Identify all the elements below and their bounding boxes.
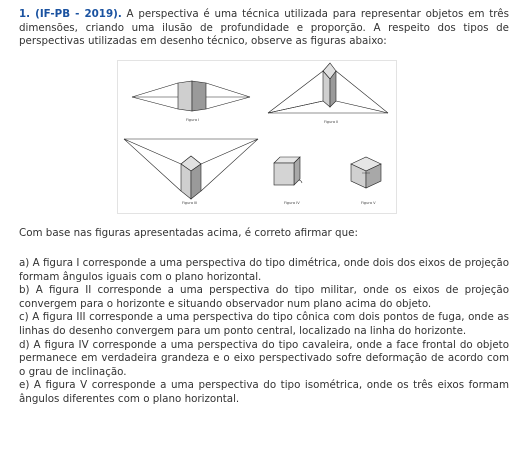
- question-id: 1. (IF-PB - 2019).: [19, 8, 122, 20]
- figure-4: [274, 157, 302, 185]
- caption-figura-5: Figura V: [361, 201, 376, 205]
- caption-figura-4: Figura IV: [284, 201, 300, 205]
- figure-5: [351, 157, 381, 188]
- caption-figura-2: Figura II: [324, 120, 339, 124]
- caption-figura-1: Figura I: [186, 118, 200, 122]
- option-b[interactable]: b) A figura II corresponde a uma perspectiva do tipo militar, onde os eixos de projeção convergem para o horizonte e situando observador num plano acima do objeto.: [19, 284, 509, 310]
- option-e[interactable]: e) A figura V corresponde a uma perspectiva do tipo isométrica, onde os três eixos formam ângulos diferentes com o plano horizontal.: [19, 379, 509, 405]
- figures-panel: [117, 60, 397, 214]
- figure-2: [268, 63, 388, 113]
- question-prompt: Com base nas figuras apresentadas acima, é correto afirmar que:: [19, 227, 358, 239]
- option-c[interactable]: c) A figura III corresponde a uma perspectiva do tipo cônica com dois pontos de fuga, onde as linhas do desenho convergem para um ponto central, localizado na linha do horizonte.: [19, 311, 509, 337]
- figure-1: [132, 81, 250, 111]
- option-d[interactable]: d) A figura IV corresponde a uma perspectiva do tipo cavaleira, onde a face frontal do objeto permanece em verdadeira grandeza e o eixo perspectivado sofre deformação de acordo com o grau de inclinação.: [19, 338, 509, 378]
- figure-3: [124, 139, 258, 199]
- question-statement: [19, 8, 509, 49]
- perspective-figures: [118, 61, 396, 213]
- answer-options: [19, 257, 509, 407]
- caption-figura-3: Figura III: [182, 201, 198, 205]
- option-a[interactable]: a) A figura I corresponde a uma perspectiva do tipo dimétrica, onde dois dos eixos de projeção formam ângulos iguais com o plano horizontal.: [19, 257, 509, 283]
- question-text: A perspectiva é uma técnica utilizada para representar objetos em três dimensões, criando uma ilusão de profundidade e proporção. A respeito dos tipos de perspectivas utilizadas em desenho técnico, observe as figuras abaixo:: [19, 8, 509, 48]
